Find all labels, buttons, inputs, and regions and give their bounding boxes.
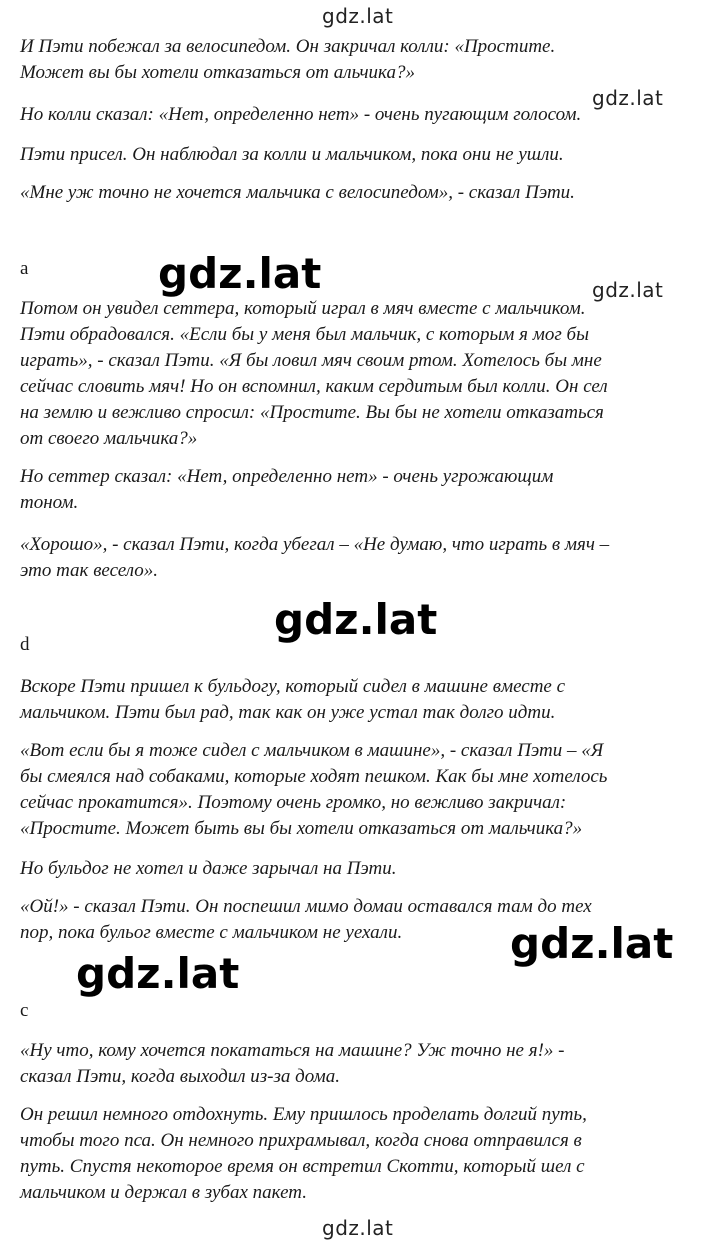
section-letter: a <box>20 258 29 279</box>
section-letter: c <box>20 1000 29 1021</box>
paragraph: Вскоре Пэти пришел к бульдогу, который сидел в машине вместе с мальчиком. Пэти был рад, так как он уже устал так долго идти. <box>20 676 566 723</box>
watermark-right-2: gdz.lat <box>592 278 664 302</box>
watermark-top: gdz.lat <box>322 4 394 28</box>
watermark-big-4: gdz.lat <box>76 949 240 998</box>
watermark-big-3: gdz.lat <box>510 919 674 968</box>
paragraph: «Вот если бы я тоже сидел с мальчиком в машине», - сказал Пэти – «Я бы смеялся над собаками, которые ходят пешком. Как бы мне хотелось сейчас прокатится». Поэтому очень громко, но вежливо закричал: «Простите. Может быть вы бы хотели отказаться от мальчика?» <box>20 740 608 839</box>
paragraph: Потом он увидел сеттера, который играл в мяч вместе с мальчиком. Пэти обрадовался. «Если бы у меня был мальчик, с которым я мог бы играть», - сказал Пэти. «Я бы ловил мяч своим ртом. Хотелось бы мне сейчас словить мяч! Но он вспомнил, каким сердитым был колли. Он сел на землю и вежливо спросил: «Простите. Вы бы не хотели отказаться от своего мальчика?» <box>20 298 608 449</box>
paragraph: «Мне уж точно не хочется мальчика с велосипедом», - сказал Пэти. <box>20 182 575 203</box>
paragraph: Но колли сказал: «Нет, определенно нет» - очень пугающим голосом. <box>20 104 582 125</box>
paragraph: «Хорошо», - сказал Пэти, когда убегал – «Не думаю, что играть в мяч – это так весело». <box>20 534 610 581</box>
watermark-bottom: gdz.lat <box>322 1216 394 1240</box>
paragraph: Но бульдог не хотел и даже зарычал на Пэти. <box>20 858 397 879</box>
section-letter: d <box>20 634 30 655</box>
watermark-big-2: gdz.lat <box>274 595 438 644</box>
paragraph: И Пэти побежал за велосипедом. Он закричал колли: «Простите. Может вы бы хотели отказаться от альчика?» <box>20 36 556 83</box>
paragraph: Пэти присел. Он наблюдал за колли и мальчиком, пока они не ушли. <box>20 144 564 165</box>
watermark-right-1: gdz.lat <box>592 86 664 110</box>
paragraph: «Ой!» - сказал Пэти. Он поспешил мимо домаи оставался там до тех пор, пока бульог вместе с мальчиком не уехали. <box>20 896 592 943</box>
watermark-big-1: gdz.lat <box>158 249 322 298</box>
paragraph: Он решил немного отдохнуть. Ему пришлось проделать долгий путь, чтобы того пса. Он немного прихрамывал, когда снова отправился в путь. Спустя некоторое время он встретил Скотти, который шел с мальчиком и держал в зубах пакет. <box>20 1104 587 1203</box>
paragraph: «Ну что, кому хочется покататься на машине? Уж точно не я!» - сказал Пэти, когда выходил из-за дома. <box>20 1040 565 1087</box>
paragraph: Но сеттер сказал: «Нет, определенно нет» - очень угрожающим тоном. <box>20 466 554 513</box>
